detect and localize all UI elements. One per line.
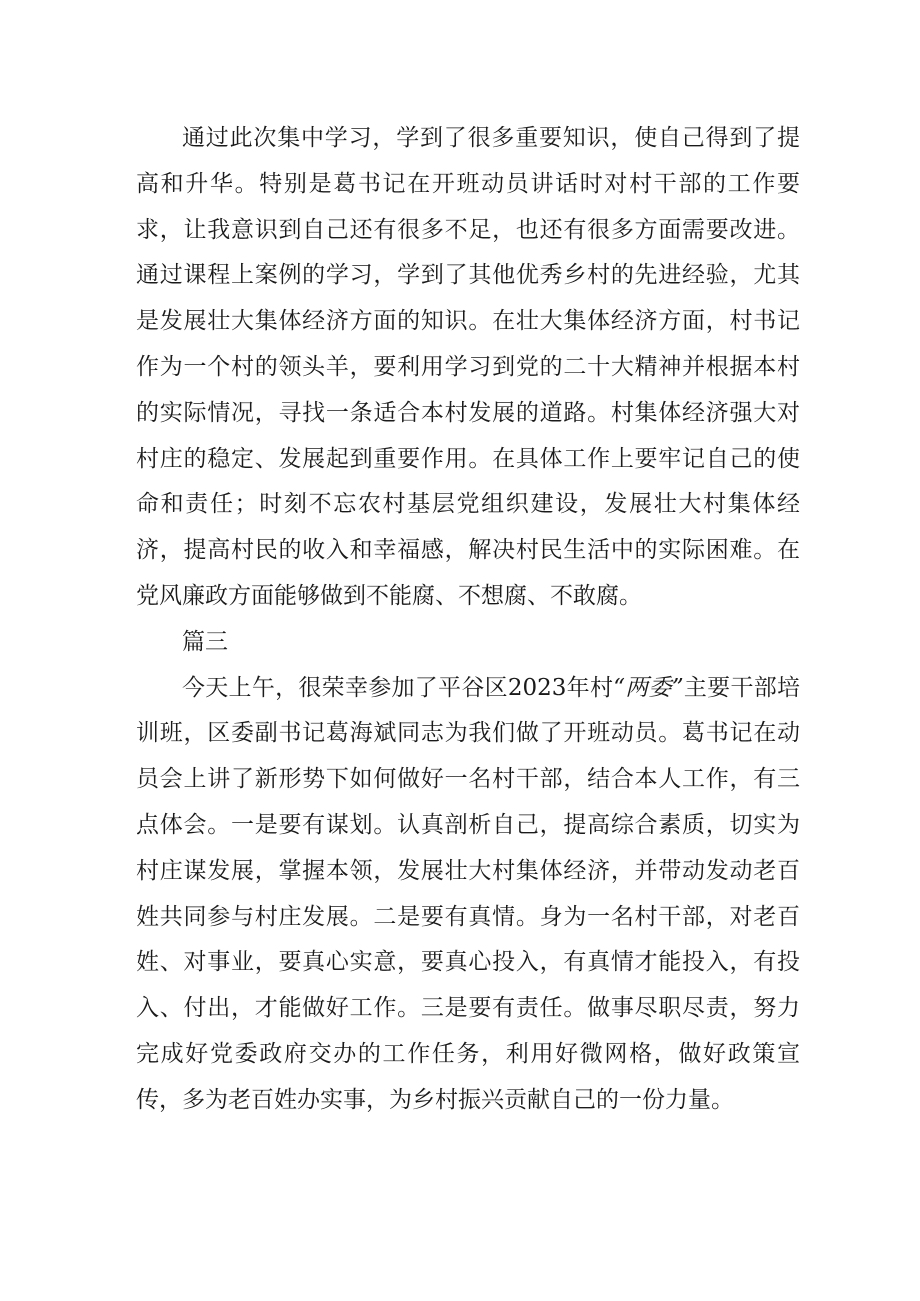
paragraph-2-part-1: 今天上午，很荣幸参加了平谷区2023年村: [182, 674, 614, 701]
section-heading: 篇三: [182, 628, 228, 655]
paragraph-2-part-2: 主要干部培训班，区委副书记葛海斌同志为我们做了开班动员。葛书记在动员会上讲了新形势下如何做好一名村干部，结合本人工作，有三点体会。一是要有谋划。认真剖析自己，提高综合素质，切实为村庄谋发展，掌握本领，发展壮大村集体经济，并带动发动老百姓共同参与村庄发展。二是要有真情。身为一名村干部，对老百姓、对事业，要真心实意，要真心投入，有真情才能投入，有投入、付出，才能做好工作。三是要有责任。做事尽职尽责，努力完成好党委政府交办的工作任务，利用好微网格，做好政策宣传，多为老百姓办实事，为乡村振兴贡献自己的一份力量。: [136, 674, 800, 1113]
paragraph-2: [136, 666, 800, 1124]
paragraph-2-quote: “两委”: [613, 674, 684, 701]
document-body: [136, 116, 800, 1124]
paragraph-1: 通过此次集中学习，学到了很多重要知识，使自己得到了提高和升华。特别是葛书记在开班动员讲话时对村干部的工作要求，让我意识到自己还有很多不足，也还有很多方面需要改进。通过课程上案例的学习，学到了其他优秀乡村的先进经验，尤其是发展壮大集体经济方面的知识。在壮大集体经济方面，村书记作为一个村的领头羊，要利用学习到党的二十大精神并根据本村的实际情况，寻找一条适合本村发展的道路。村集体经济强大对村庄的稳定、发展起到重要作用。在具体工作上要牢记自己的使命和责任；时刻不忘农村基层党组织建设，发展壮大村集体经济，提高村民的收入和幸福感，解决村民生活中的实际困难。在党风廉政方面能够做到不能腐、不想腐、不敢腐。: [136, 125, 800, 609]
